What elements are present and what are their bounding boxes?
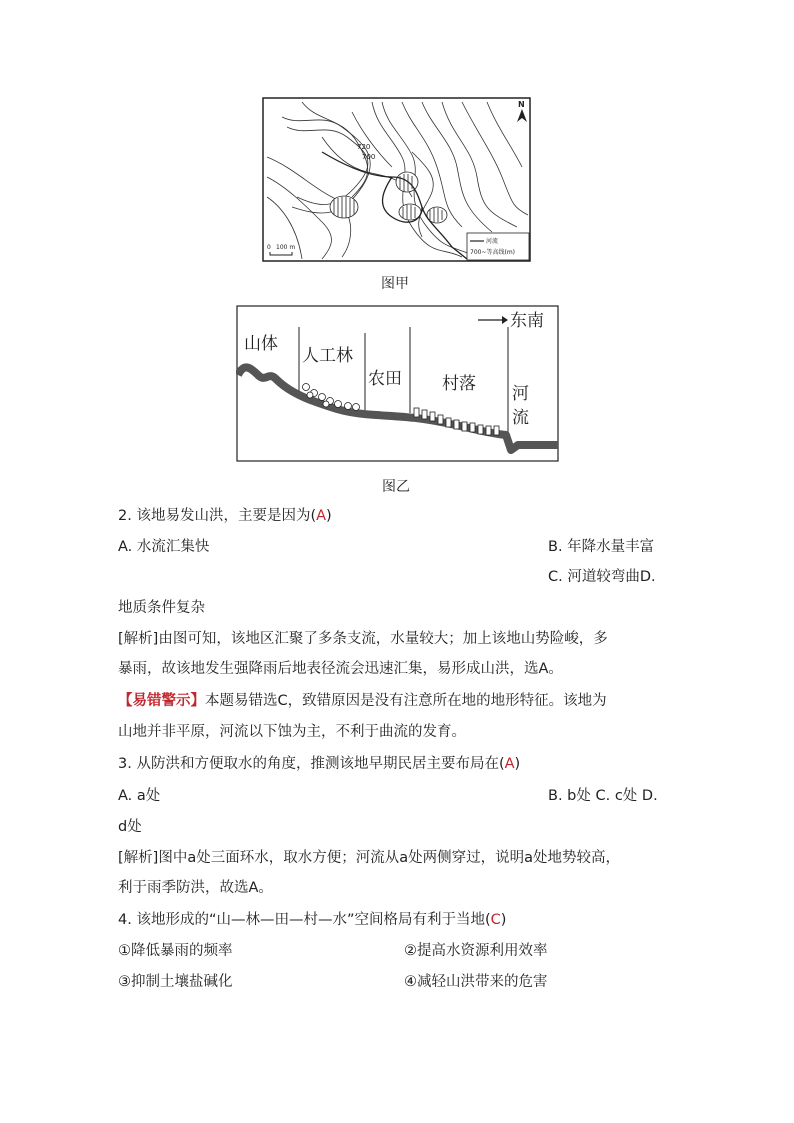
q2-option-cd: C. 河道较弯曲D. [548, 569, 656, 585]
figure-a-caption: 图甲 [381, 276, 409, 292]
q2-warning-1 [118, 691, 607, 711]
scale-zero: 0 [267, 244, 271, 251]
q3-option-d-cont: d处 [118, 819, 142, 835]
q2-stem [118, 506, 332, 526]
zone-village: 村落 [442, 374, 476, 394]
q4-option-4: ④减轻山洪带来的危害 [404, 974, 548, 990]
zone-farmland: 农田 [368, 369, 402, 389]
q4-option-2: ②提高水资源利用效率 [404, 943, 548, 959]
q2-analysis-2: 暴雨，故该地发生强降雨后地表径流会迅速汇集，易形成山洪，选A。 [118, 661, 563, 677]
q3-stem-text: 3. 从防洪和方便取水的角度，推测该地早期民居主要布局在( [118, 756, 505, 772]
q3-stem [118, 754, 520, 774]
q2-warning-2: 山地并非平原，河流以下蚀为主，不利于曲流的发育。 [118, 724, 466, 740]
q2-answer: A [316, 508, 327, 524]
q4-stem-close: ) [500, 912, 507, 928]
q2-option-a: A. 水流汇集快 [118, 539, 210, 555]
legend-contour: 700~等高线(m) [470, 249, 516, 256]
q4-option-3: ③抑制土壤盐碱化 [118, 974, 233, 990]
zone-mountain: 山体 [244, 334, 278, 354]
zone-forest: 人工林 [302, 346, 353, 366]
scale-100: 100 m [276, 244, 296, 251]
q3-answer: A [504, 756, 515, 772]
legend-river: 河流 [486, 238, 499, 245]
q2-analysis-1: [解析]由图可知，该地区汇聚了多条支流，水量较大；加上该地山势险峻，多 [118, 631, 608, 647]
q4-stem-text: 4. 该地形成的“山—林—田—村—水”空间格局有利于当地( [118, 912, 491, 928]
q3-analysis-1: [解析]图中a处三面环水，取水方便；河流从a处两侧穿过，说明a处地势较高， [118, 850, 620, 866]
zone-river-1: 河 [512, 384, 529, 404]
contour-map-figure [262, 97, 531, 262]
contour-700-label: 700 [362, 153, 376, 161]
q3-option-bcd: B. b处 C. c处 D. [548, 788, 658, 804]
direction-label: 东南 [510, 311, 544, 331]
q4-stem [118, 910, 506, 930]
warning-label: 【易错警示】 [118, 693, 205, 709]
warning-text: 本题易错选C，致错原因是没有注意所在地的地形特征。该地为 [205, 693, 607, 709]
zone-river-2: 流 [512, 408, 529, 428]
q2-option-d-cont: 地质条件复杂 [118, 600, 205, 616]
figure-b-caption: 图乙 [382, 479, 410, 495]
q4-answer: C [490, 912, 501, 928]
q3-analysis-2: 利于雨季防洪，故选A。 [118, 880, 273, 896]
q2-option-b: B. 年降水量丰富 [548, 539, 655, 555]
map-legend [467, 233, 529, 260]
q2-stem-close: ) [326, 508, 332, 524]
north-label: N [518, 100, 525, 109]
q3-stem-close: ) [514, 756, 521, 772]
q2-stem-text: 2. 该地易发山洪，主要是因为( [118, 508, 317, 524]
profile-figure [236, 305, 559, 462]
q4-option-1: ①降低暴雨的频率 [118, 943, 233, 959]
contour-720-label: 720 [357, 143, 371, 151]
q3-option-a: A. a处 [118, 788, 161, 804]
